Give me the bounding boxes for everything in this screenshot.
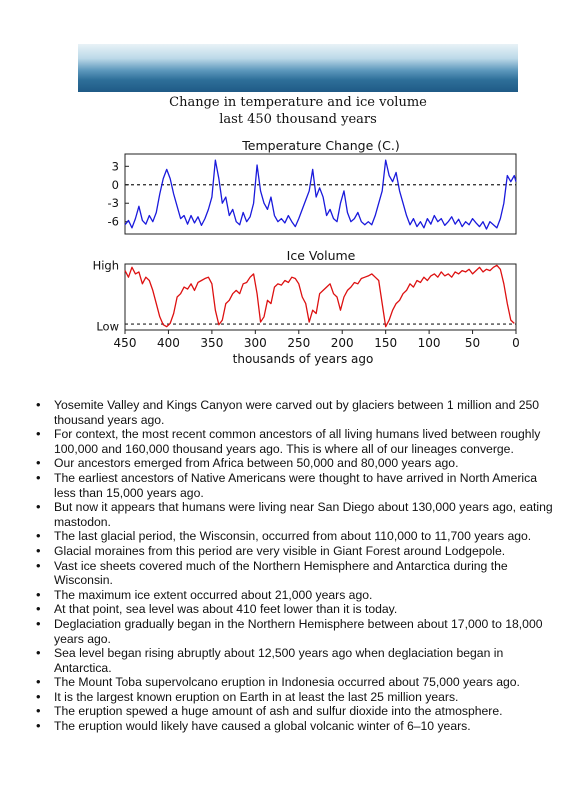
x-tick-label: 250 — [287, 336, 311, 350]
x-axis-label: thousands of years ago — [232, 352, 374, 366]
y-tick-label: Low — [96, 319, 119, 334]
x-tick-label: 50 — [464, 336, 481, 350]
bullet-item: • Deglaciation gradually began in the Northern Hemisphere between about 17,000 to 18,000 years ago. — [36, 617, 556, 646]
x-tick-label: 100 — [417, 336, 441, 350]
bullet-item: • It is the largest known eruption on Earth in at least the last 25 million years. — [36, 690, 556, 705]
x-tick-label: 350 — [200, 336, 224, 350]
series-line-temperature — [125, 160, 516, 229]
bullet-item: • For context, the most recent common ancestors of all living humans lived between roughly 100,000 and 160,000 thousand years ago. This is where all of our lineages converge. — [36, 427, 556, 456]
chart-title: Change in temperature and ice volume — [169, 95, 427, 110]
bullet-item: • But now it appears that humans were living near San Diego about 130,000 years ago, eating mastodon. — [36, 500, 556, 529]
chart-svg — [78, 92, 518, 382]
header-banner — [78, 44, 518, 92]
bullet-item: • Yosemite Valley and Kings Canyon were carved out by glaciers between 1 million and 250 thousand years ago. — [36, 398, 556, 427]
x-tick-label: 200 — [330, 336, 354, 350]
bullet-item: • The last glacial period, the Wisconsin, occurred from about 110,000 to 11,700 years ago. — [36, 529, 556, 544]
bullet-item: • Glacial moraines from this period are very visible in Giant Forest around Lodgepole. — [36, 544, 556, 559]
bullet-item: • Vast ice sheets covered much of the Northern Hemisphere and Antarctica during the Wisconsin. — [36, 559, 556, 588]
x-tick-label: 0 — [512, 336, 520, 350]
series-line-ice-volume — [125, 265, 514, 326]
chart-figure — [78, 92, 518, 382]
y-tick-label: 0 — [111, 177, 119, 192]
bullet-list — [36, 398, 556, 734]
chart-subtitle: last 450 thousand years — [219, 112, 377, 127]
x-tick-label: 150 — [374, 336, 398, 350]
y-tick-label: 3 — [111, 159, 119, 174]
y-tick-label: High — [92, 258, 119, 273]
bullet-item: • Our ancestors emerged from Africa between 50,000 and 80,000 years ago. — [36, 456, 556, 471]
x-tick-label: 450 — [113, 336, 137, 350]
panel-title: Ice Volume — [286, 248, 356, 263]
bullet-item: • The eruption spewed a huge amount of ash and sulfur dioxide into the atmosphere. — [36, 704, 556, 719]
bullet-item: • At that point, sea level was about 410 feet lower than it is today. — [36, 602, 556, 617]
bullet-item: • Sea level began rising abruptly about 12,500 years ago when deglaciation began in Antarctica. — [36, 646, 556, 675]
y-tick-label: -3 — [107, 196, 119, 211]
bullet-item: • The earliest ancestors of Native Americans were thought to have arrived in North America less than 15,000 years ago. — [36, 471, 556, 500]
panel-title: Temperature Change (C.) — [242, 138, 400, 153]
bullet-item: • The Mount Toba supervolcano eruption in Indonesia occurred about 75,000 years ago. — [36, 675, 556, 690]
x-tick-label: 300 — [243, 336, 267, 350]
y-tick-label: -6 — [107, 214, 119, 229]
x-tick-label: 400 — [156, 336, 180, 350]
bullet-item: • The eruption would likely have caused a global volcanic winter of 6–10 years. — [36, 719, 556, 734]
bullet-item: • The maximum ice extent occurred about 21,000 years ago. — [36, 588, 556, 603]
